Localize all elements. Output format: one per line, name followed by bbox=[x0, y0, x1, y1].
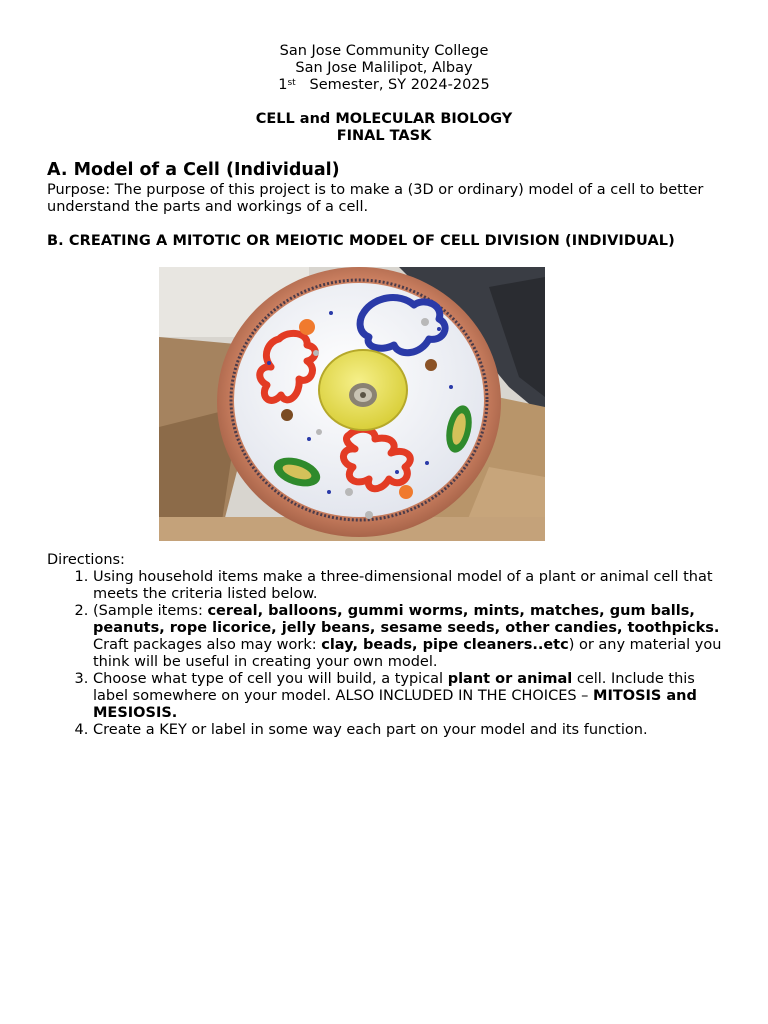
direction-item bbox=[93, 569, 727, 603]
task-title: FINAL TASK bbox=[336, 128, 432, 144]
document-header bbox=[0, 43, 768, 94]
direction-item bbox=[93, 722, 727, 739]
direction-item-1-text: Using household items make a three-dimensional model of a plant or animal cell that meets the criteria listed below. bbox=[93, 569, 713, 602]
semester-line bbox=[0, 77, 768, 94]
school-name: San Jose Community College bbox=[279, 43, 489, 59]
direction-item-4-text: Create a KEY or label in some way each part on your model and its function. bbox=[93, 722, 648, 738]
semester-ordinal: st bbox=[287, 78, 296, 88]
directions-label: Directions: bbox=[47, 552, 125, 568]
direction-item-3-mid: cell. Include this label somewhere on your model. ALSO INCLUDED IN THE CHOICES – bbox=[93, 671, 695, 704]
section-b-heading: B. CREATING A MITOTIC OR MEIOTIC MODEL OF CELL DIVISION (INDIVIDUAL) bbox=[47, 233, 675, 249]
division-choice: MITOSIS and MESIOSIS. bbox=[93, 688, 697, 721]
sample-items-list: cereal, balloons, gummi worms, mints, matches, gum balls, peanuts, rope licorice, jelly beans, sesame seeds, other candies, toothpicks. bbox=[93, 603, 720, 636]
directions-list bbox=[47, 569, 727, 739]
direction-item bbox=[93, 671, 727, 722]
direction-item-3-intro: Choose what type of cell you will build, a typical bbox=[93, 671, 448, 687]
cell-type-choice: plant or animal bbox=[447, 671, 573, 687]
semester-text: Semester, SY 2024-2025 bbox=[295, 77, 490, 93]
direction-item-2-intro: (Sample items: bbox=[93, 603, 208, 619]
course-title: CELL and MOLECULAR BIOLOGY bbox=[255, 111, 513, 127]
direction-item bbox=[93, 603, 727, 671]
school-address: San Jose Malilipot, Albay bbox=[295, 60, 473, 76]
craft-items-list: clay, beads, pipe cleaners..etc bbox=[321, 637, 569, 653]
direction-item-2-craft: Craft packages also may work: bbox=[93, 637, 322, 653]
purpose-paragraph: Purpose: The purpose of this project is to make a (3D or ordinary) model of a cell to better understand the parts and workings of a cell. bbox=[47, 182, 704, 215]
cell-model-photo bbox=[159, 267, 545, 541]
semester-number: 1 bbox=[278, 77, 288, 93]
course-title-block bbox=[0, 111, 768, 145]
direction-item-2-end: ) or any material you think will be useful in creating your own model. bbox=[93, 637, 722, 670]
section-a-heading: A. Model of a Cell (Individual) bbox=[47, 160, 340, 180]
